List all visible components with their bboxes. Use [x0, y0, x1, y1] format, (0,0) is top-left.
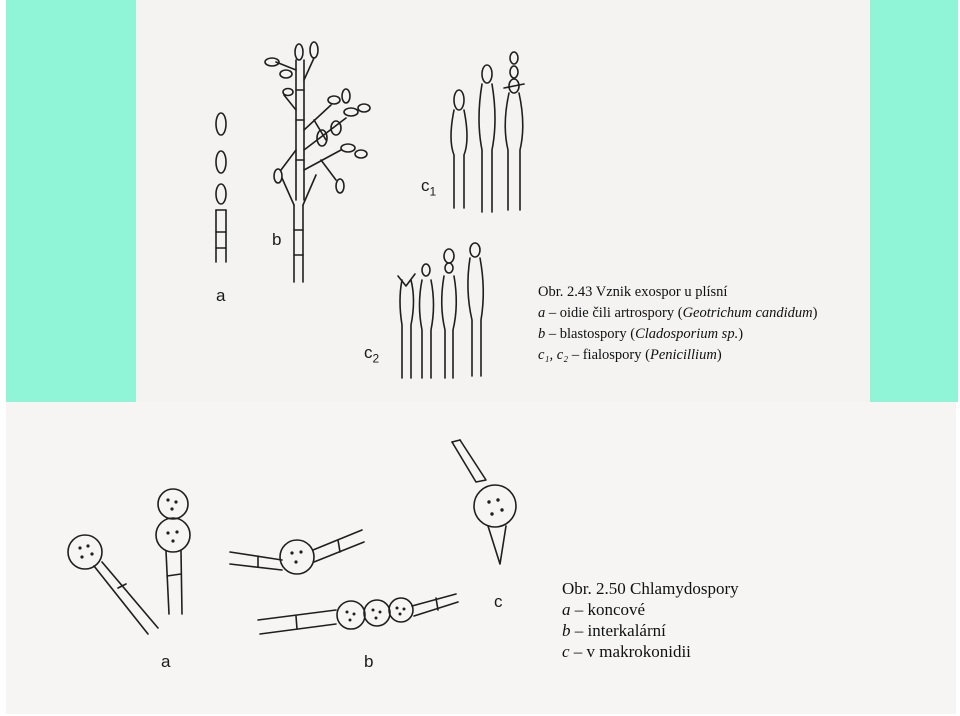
caption-line-a: a – oidie čili artrospory (Geotrichum candidum) — [538, 305, 818, 321]
figure-2-43-caption — [538, 282, 817, 366]
caption-line-a: a – koncové — [562, 600, 646, 619]
caption-line-c: c – v makrokonidii — [562, 642, 691, 661]
figure-label-c: c — [494, 592, 503, 611]
figure-label-a: a — [161, 652, 171, 671]
right-accent-band — [870, 0, 958, 402]
caption-title: Obr. 2.43 Vznik exospor u plísní — [538, 284, 728, 300]
figure-2-50-caption — [562, 578, 739, 662]
figure-label-c1: $c_1$ — [421, 176, 437, 199]
figure-label-b: b — [272, 230, 282, 249]
chlamydospores-c — [452, 440, 516, 564]
figure-label-b: b — [364, 652, 374, 671]
scanned-figure-2-50 — [6, 402, 956, 714]
figure-label-c2: $c_2$ — [364, 343, 380, 366]
caption-line-b: b – interkalární — [562, 621, 666, 640]
caption-line-c: c₁, c₂ – fialospory (Penicillium) — [538, 347, 722, 363]
phialospores-c2 — [398, 243, 483, 378]
chlamydospores-a — [68, 489, 190, 634]
caption-line-b: b – blastospory (Cladosporium sp.) — [538, 326, 744, 342]
scanned-figure-2-43 — [136, 0, 870, 402]
chlamydospore-drawing — [6, 402, 956, 714]
caption-title: Obr. 2.50 Chlamydospory — [562, 579, 739, 598]
phialospores-c1 — [451, 52, 524, 212]
left-accent-band — [6, 0, 136, 402]
figure-label-a: a — [216, 286, 226, 305]
chlamydospores-b — [230, 530, 458, 634]
arthrospores-a — [216, 113, 226, 262]
